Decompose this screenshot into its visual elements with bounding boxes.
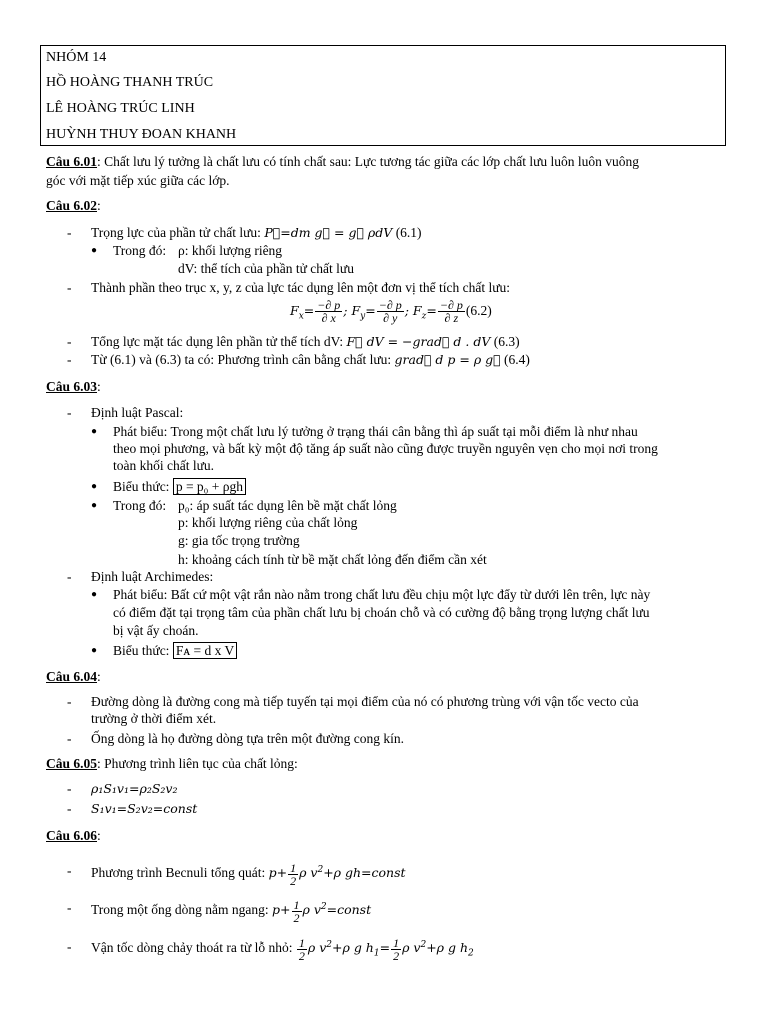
archimedes-heading: Định luật Archimedes:: [91, 569, 214, 584]
archimedes-statement-3: bị vật ấy choán.: [113, 623, 199, 638]
torricelli-outflow: Vận tốc dòng chảy thoát ra từ lỗ nhỏ: $\frac{1}{2}$ ρ $v^2+\rho$ g $h_1=$ $\frac{1}{2}$ ρ $v^2+\rho$ g $h_2$: [91, 935, 474, 963]
dash: -: [67, 694, 72, 709]
continuity-eq-2: S₁v₁=S₂v₂=const: [91, 801, 198, 816]
pascal-where: Trong đó:: [113, 498, 167, 513]
bullet-icon: ●: [91, 245, 98, 256]
dash: -: [67, 280, 72, 295]
h-def: h: khoảng cách tính từ bề mặt chất lỏng đến điểm cần xét: [178, 552, 487, 567]
pascal-statement-2: theo mọi phương, và bất kỳ một độ tăng áp suất nào cũng được truyền nguyên vẹn cho mọi nơi trong: [113, 441, 658, 456]
dash: -: [67, 352, 72, 367]
member-2: LÊ HOÀNG TRÚC LINH: [46, 101, 195, 116]
bullet-icon: ●: [91, 589, 98, 600]
streamline-def-2: trường ở thời điểm xét.: [91, 711, 217, 726]
archimedes-statement-1: Phát biểu: Bất cứ một vật rắn nào nằm trong chất lưu đều chịu một lực đẩy từ dưới lên trên, lực này: [113, 587, 651, 602]
q602-where: Trong đó:: [113, 243, 167, 258]
q606-heading: Câu 6.06:: [46, 828, 101, 843]
q605-heading: Câu 6.05: Phương trình liên tục của chất lỏng:: [46, 756, 298, 771]
member-1: HỒ HOÀNG THANH TRÚC: [46, 75, 214, 90]
pascal-statement-1: Phát biểu: Trong một chất lưu lý tưởng ở trạng thái cân bằng thì áp suất tại mỗi điểm là như nhau: [113, 424, 638, 439]
dash: -: [67, 781, 72, 796]
bullet-icon: ●: [91, 500, 98, 511]
q602-surface-force: Tổng lực mặt tác dụng lên phần tử thể tích dV: F⃗ dV = −grad⃗ d . dV (6.3): [91, 334, 520, 349]
p0-def: p₀: áp suất tác dụng lên bề mặt chất lỏng: [178, 498, 397, 513]
dash: -: [67, 731, 72, 746]
group-name: NHÓM 14: [46, 50, 107, 65]
dash: -: [67, 405, 72, 420]
q602-dv-def: dV: thể tích của phần tử chất lưu: [178, 261, 354, 276]
bernoulli-general: Phương trình Becnuli tổng quát: p+ $\frac{1}{2}$ ρ $v^2+\rho$ gh=const: [91, 860, 406, 888]
q601-line-1: Câu 6.01: Chất lưu lý tưởng là chất lưu có tính chất sau: Lực tương tác giữa các lớp chất lưu luôn luôn vuông: [46, 154, 640, 169]
archimedes-formula-line: Biểu thức: Fᴀ = d x V: [113, 642, 237, 659]
dash: -: [67, 569, 72, 584]
pressure-gradient-equation: $F_x=$ $\frac{-\partial p}{\partial x}$ ; $F_y=$ $\frac{-\partial p}{\partial y}$ ; $F_z=$ $\frac{-\partial p}{\partial z}$ (6.2): [290, 298, 492, 326]
dash: -: [67, 801, 72, 816]
q604-heading: Câu 6.04:: [46, 669, 101, 684]
pascal-formula: p = p₀ + ρgh: [173, 478, 246, 495]
dash: -: [67, 863, 72, 878]
continuity-eq-1: ρ₁S₁v₁=ρ₂S₂v₂: [91, 781, 178, 796]
pascal-statement-3: toàn khối chất lưu.: [113, 458, 215, 473]
weight-equation: P⃗=dm g⃗ = g⃗ ρdV: [264, 225, 393, 240]
q603-heading: Câu 6.03:: [46, 379, 101, 394]
q602-rho-def: ρ: khối lượng riêng: [178, 243, 283, 258]
dash: -: [67, 334, 72, 349]
dash: -: [67, 225, 72, 240]
q602-components-text: Thành phần theo trục x, y, z của lực tác dụng lên một đơn vị thể tích chất lưu:: [91, 280, 511, 295]
q602-equilibrium: Từ (6.1) và (6.3) ta có: Phương trình cân bằng chất lưu: grad⃗ d p = ρ g⃗ (6.4): [91, 352, 530, 367]
q602-heading: Câu 6.02:: [46, 198, 101, 213]
pascal-formula-line: Biểu thức: p = p₀ + ρgh: [113, 478, 246, 495]
q601-label: Câu 6.01: [46, 154, 98, 169]
bullet-icon: ●: [91, 645, 98, 656]
g-def: g: gia tốc trọng trường: [178, 533, 300, 548]
archimedes-formula: Fᴀ = d x V: [173, 642, 237, 659]
bullet-icon: ●: [91, 481, 98, 492]
stream-tube-def: Ống dòng là họ đường dòng tựa trên một đường cong kín.: [91, 731, 404, 746]
bernoulli-horizontal: Trong một ống dòng nằm ngang: p+ $\frac{1}{2}$ ρ $v^2=const$: [91, 897, 372, 925]
q602-weight-line: Trọng lực của phần tử chất lưu: P⃗=dm g⃗ = g⃗ ρdV (6.1): [91, 225, 422, 240]
dash: -: [67, 900, 72, 915]
pascal-heading: Định luật Pascal:: [91, 405, 184, 420]
q601-line-2: góc với mặt tiếp xúc giữa các lớp.: [46, 173, 230, 188]
bullet-icon: ●: [91, 426, 98, 437]
archimedes-statement-2: có điểm đặt tại trọng tâm của phần chất lưu bị choán chỗ và có cường độ bằng trọng lượng chất lưu: [113, 605, 650, 620]
streamline-def-1: Đường dòng là đường cong mà tiếp tuyến tại mọi điểm của nó có phương trùng với vận tốc vecto của: [91, 694, 639, 709]
dash: -: [67, 939, 72, 954]
p-def: p: khối lượng riêng của chất lỏng: [178, 515, 358, 530]
member-3: HUỲNH THUY ĐOAN KHANH: [46, 127, 237, 142]
